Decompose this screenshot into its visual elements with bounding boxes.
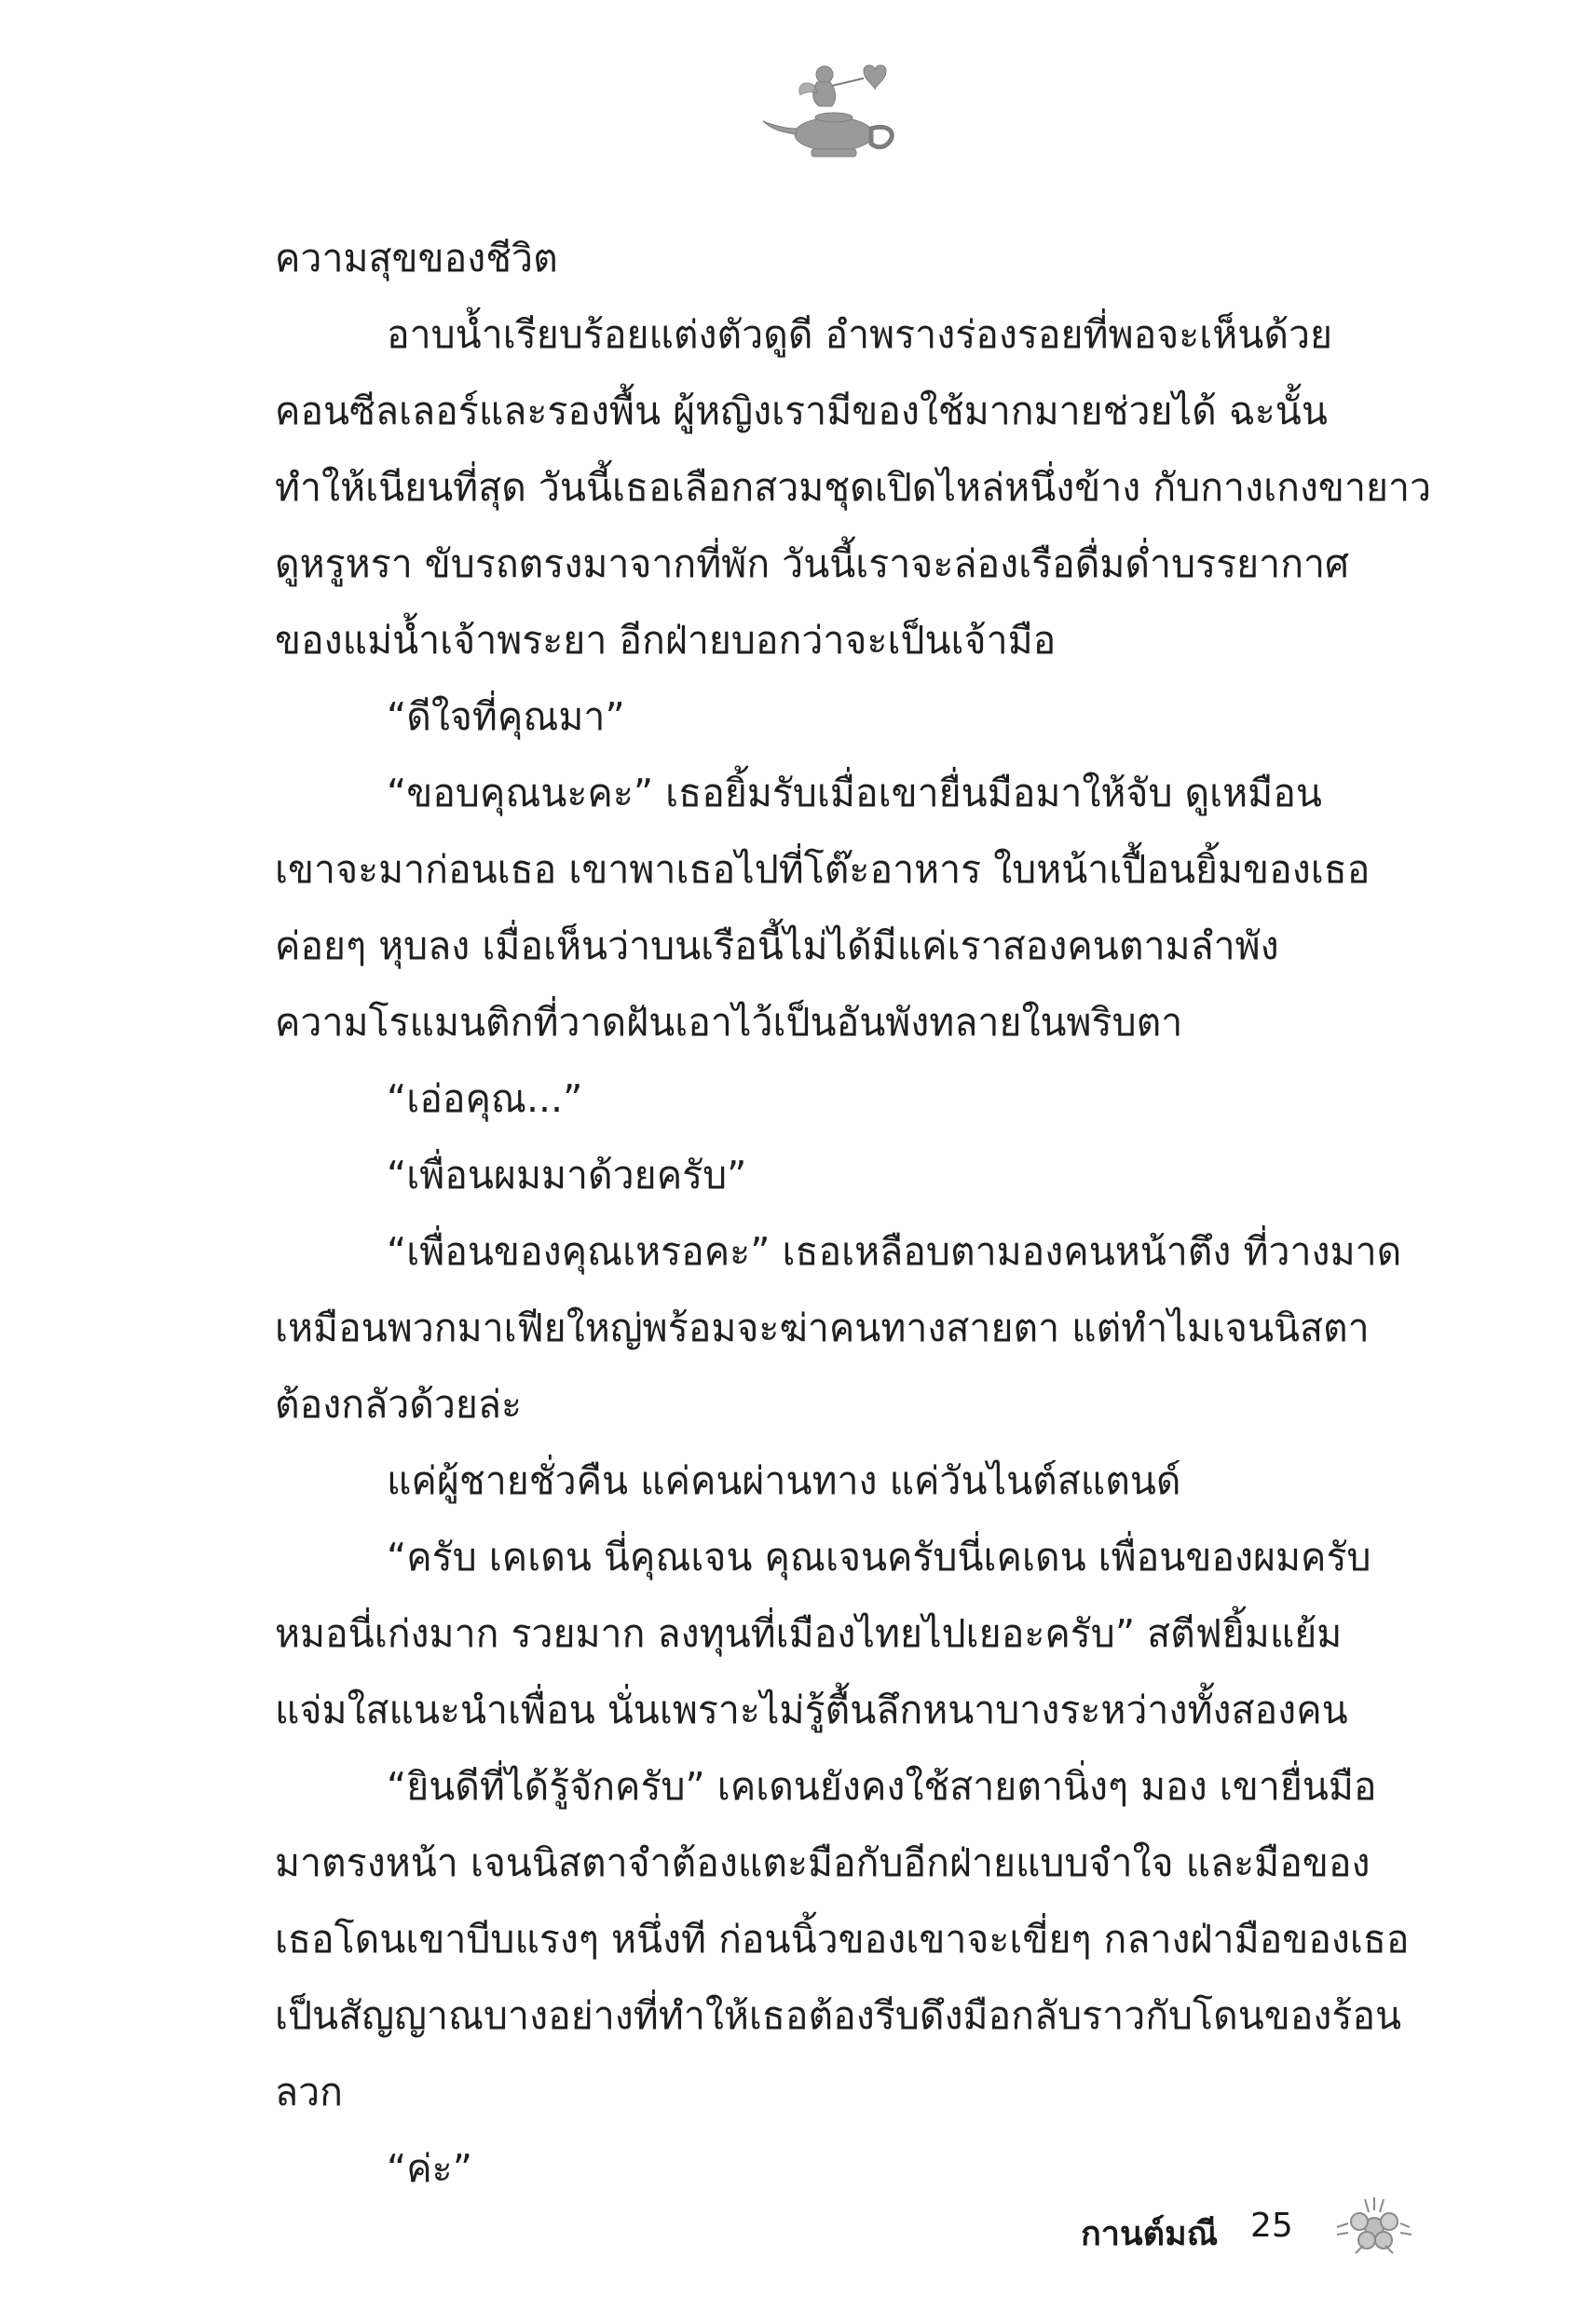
- page-number: 25: [1250, 2207, 1293, 2245]
- paragraph-line: ลวก: [275, 2070, 343, 2114]
- chapter-body-text: [275, 220, 1432, 2207]
- dialogue-line: “เพื่อนของคุณเหรอคะ” เธอเหลือบตามองคนหน้าตึง ที่วางมาด: [387, 1229, 1402, 1274]
- paragraph-line: ความโรแมนติกที่วาดฝันเอาไว้เป็นอันพังทลายในพริบตา: [275, 1000, 1183, 1045]
- dialogue-line: “เพื่อนผมมาด้วยครับ”: [387, 1153, 747, 1197]
- flower-ornament-icon: [1328, 2188, 1421, 2266]
- dialogue-line: “ครับ เคเดน นี่คุณเจน คุณเจนครับนี่เคเดน เพื่อนของผมครับ: [387, 1535, 1371, 1579]
- dialogue-line: “ขอบคุณนะคะ” เธอยิ้มรับเมื่อเขายื่นมือมาให้จับ ดูเหมือน: [387, 771, 1322, 815]
- dialogue-line: “ยินดีที่ได้รู้จักครับ” เคเดนยังคงใช้สายตานิ่งๆ มอง เขายื่นมือ: [387, 1764, 1377, 1809]
- paragraph-line: เหมือนพวกมาเฟียใหญ่พร้อมจะฆ่าคนทางสายตา แต่ทำไมเจนนิสตา: [275, 1306, 1370, 1350]
- page-footer: [1081, 2188, 1453, 2272]
- dialogue-line: “เอ่อคุณ...”: [387, 1076, 583, 1121]
- paragraph-line: เธอโดนเขาบีบแรงๆ หนึ่งที ก่อนนิ้วของเขาจะเขี่ยๆ กลางฝ่ามือของเธอ: [275, 1917, 1410, 1962]
- paragraph-line: หมอนี่เก่งมาก รวยมาก ลงทุนที่เมืองไทยไปเยอะครับ” สตีฟยิ้มแย้ม: [275, 1611, 1343, 1656]
- paragraph-line: คอนซีลเลอร์และรองพื้น ผู้หญิงเรามีของใช้มากมายช่วยได้ ฉะนั้น: [275, 389, 1328, 433]
- paragraph-line: อาบน้ำเรียบร้อยแต่งตัวดูดี อำพรางร่องรอยที่พอจะเห็นด้วย: [387, 312, 1333, 357]
- dialogue-line: “ดีใจที่คุณมา”: [387, 694, 625, 739]
- paragraph-line: มาตรงหน้า เจนนิสตาจำต้องแตะมือกับอีกฝ่ายแบบจำใจ และมือของ: [275, 1840, 1371, 1885]
- dialogue-line: “ค่ะ”: [387, 2146, 472, 2191]
- teapot-with-cherub-icon: [759, 54, 908, 166]
- paragraph-line: ดูหรูหรา ขับรถตรงมาจากที่พัก วันนี้เราจะล่องเรือดื่มด่ำบรรยากาศ: [275, 541, 1350, 586]
- paragraph-line: ค่อยๆ หุบลง เมื่อเห็นว่าบนเรือนี้ไม่ได้มีแค่เราสองคนตามลำพัง: [275, 923, 1279, 968]
- paragraph-line: ของแม่น้ำเจ้าพระยา อีกฝ่ายบอกว่าจะเป็นเจ้ามือ: [275, 618, 1057, 663]
- paragraph-line: เป็นสัญญาณบางอย่างที่ทำให้เธอต้องรีบดึงมือกลับราวกับโดนของร้อน: [275, 1993, 1402, 2038]
- paragraph-line: แจ่มใสแนะนำเพื่อน นั่นเพราะไม่รู้ตื้นลึกหนาบางระหว่างทั้งสองคน: [275, 1688, 1348, 1732]
- paragraph-line: เขาจะมาก่อนเธอ เขาพาเธอไปที่โต๊ะอาหาร ใบหน้าเปื้อนยิ้มของเธอ: [275, 847, 1371, 892]
- paragraph-line: ความสุขของชีวิต: [275, 236, 558, 280]
- paragraph-line: ทำให้เนียนที่สุด วันนี้เธอเลือกสวมชุดเปิดไหล่หนึ่งข้าง กับกางเกงขายาว: [275, 465, 1432, 510]
- paragraph-line: แค่ผู้ชายชั่วคืน แค่คนผ่านทาง แค่วันไนต์สแตนด์: [387, 1458, 1181, 1503]
- paragraph-line: ต้องกลัวด้วยล่ะ: [275, 1382, 523, 1427]
- book-title: กานต์มณี: [1081, 2215, 1219, 2253]
